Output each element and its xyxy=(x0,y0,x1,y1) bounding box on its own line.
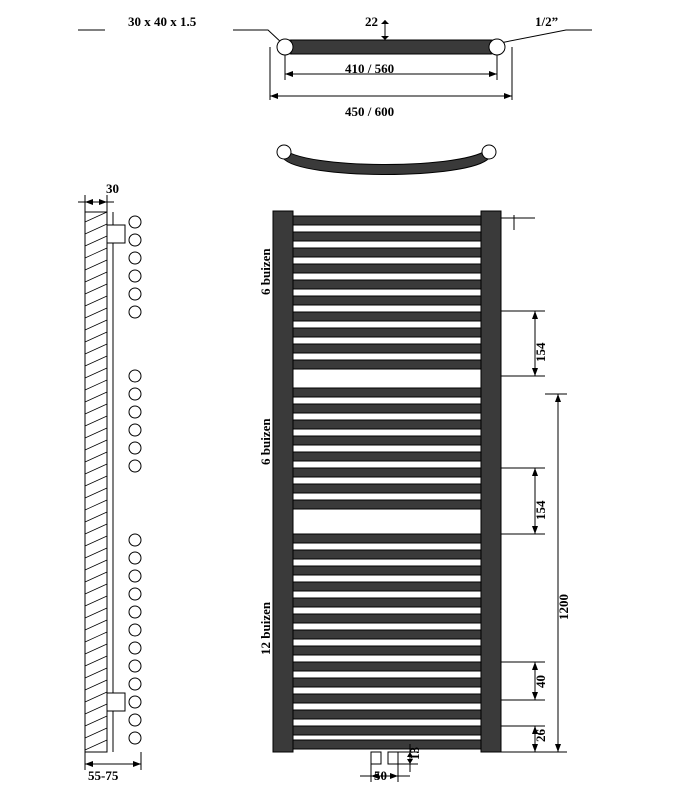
label-foot-width: 50 xyxy=(374,768,387,783)
front-left-post xyxy=(273,211,293,752)
side-view-top-bracket xyxy=(107,225,125,243)
label-section-bottom: 12 buizen xyxy=(258,601,273,655)
top-view-bar xyxy=(291,40,491,54)
label-offset-40: 40 xyxy=(533,675,548,688)
label-width-inner: 410 / 560 xyxy=(345,61,395,76)
top-view-right-port xyxy=(489,39,505,55)
side-view-tube-circles xyxy=(129,216,141,744)
bottom-foot-left xyxy=(371,752,381,764)
tube-group-top xyxy=(293,216,481,369)
label-side-depth: 30 xyxy=(106,181,119,196)
label-section-middle: 6 buizen xyxy=(258,418,273,465)
label-height-total: 1200 xyxy=(556,594,571,620)
curved-tube-right-port xyxy=(482,145,496,159)
front-right-post xyxy=(481,211,501,752)
label-width-outer: 450 / 600 xyxy=(345,104,395,119)
label-tube-dia: 22 xyxy=(365,14,378,29)
label-wall-distance: 55-75 xyxy=(88,768,119,783)
label-connection: 1/2” xyxy=(535,14,559,29)
label-profile-spec: 30 x 40 x 1.5 xyxy=(128,14,197,29)
leader-connection xyxy=(500,30,592,43)
label-offset-26: 26 xyxy=(533,729,548,742)
curved-tube-profile xyxy=(283,148,489,175)
tube-group-bottom xyxy=(293,534,481,749)
top-view-left-port xyxy=(277,39,293,55)
tube-group-middle xyxy=(293,388,481,509)
side-view-hatched-column xyxy=(85,212,107,752)
label-gap-top: 154 xyxy=(533,342,548,362)
label-gap-middle: 154 xyxy=(533,500,548,520)
label-foot-height: 13 xyxy=(407,747,422,760)
bottom-foot-right xyxy=(388,752,398,764)
label-section-top: 6 buizen xyxy=(258,248,273,295)
leader-profile-spec-2 xyxy=(233,30,283,44)
side-view-bottom-bracket xyxy=(107,693,125,711)
curved-tube-left-port xyxy=(277,145,291,159)
